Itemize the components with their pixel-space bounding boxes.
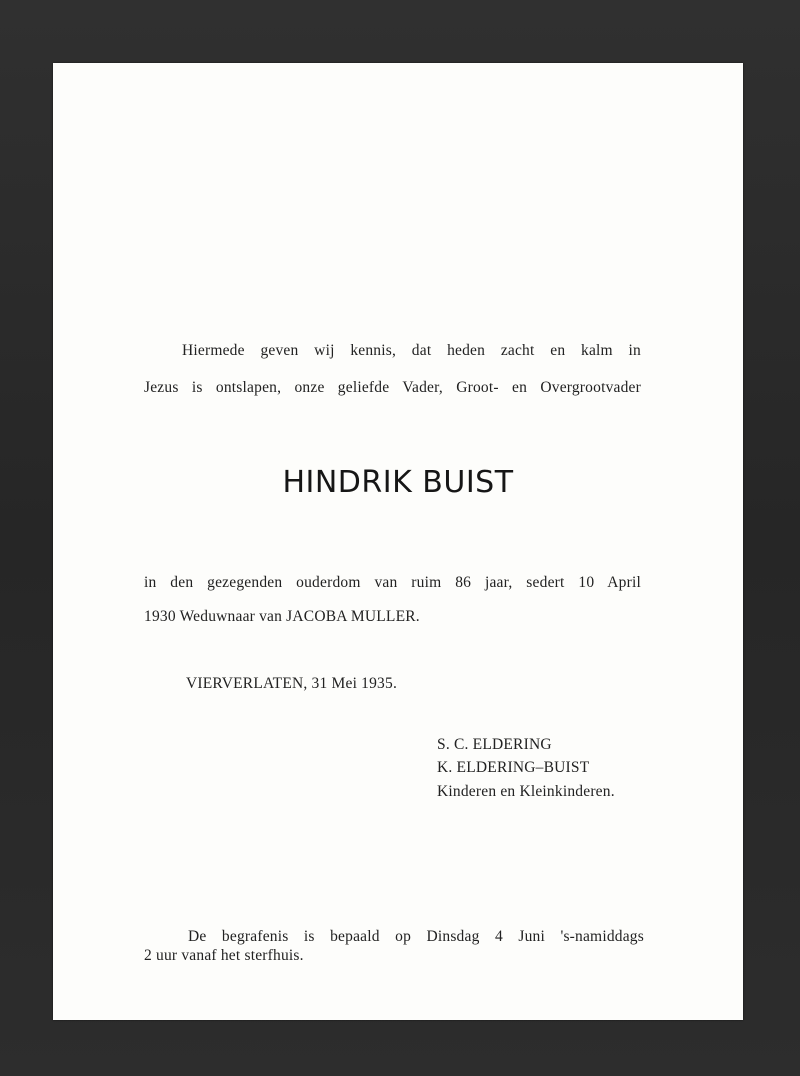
funeral-line-1: De begrafenis is bepaald op Dinsdag 4 Juni 's-namiddags <box>188 928 644 945</box>
deceased-name: HINDRIK BUIST <box>282 465 514 500</box>
announcement-line-2: Jezus is ontslapen, onze geliefde Vader, Groot- en Overgrootvader <box>144 379 641 396</box>
announcement-line-1: Hiermede geven wij kennis, dat heden zacht en kalm in <box>182 342 641 359</box>
funeral-notice-card <box>53 63 743 1020</box>
place-and-date: VIERVERLATEN, 31 Mei 1935. <box>186 675 398 692</box>
details-line-1: in den gezegenden ouderdom van ruim 86 jaar, sedert 10 April <box>144 574 641 591</box>
signatory-name-1: S. C. ELDERING <box>437 736 552 753</box>
details-line-2: 1930 Weduwnaar van JACOBA MULLER. <box>144 608 420 625</box>
signatory-name-2: K. ELDERING–BUIST <box>437 759 590 776</box>
signatory-family: Kinderen en Kleinkinderen. <box>437 783 615 800</box>
funeral-line-2: 2 uur vanaf het sterfhuis. <box>144 947 304 964</box>
